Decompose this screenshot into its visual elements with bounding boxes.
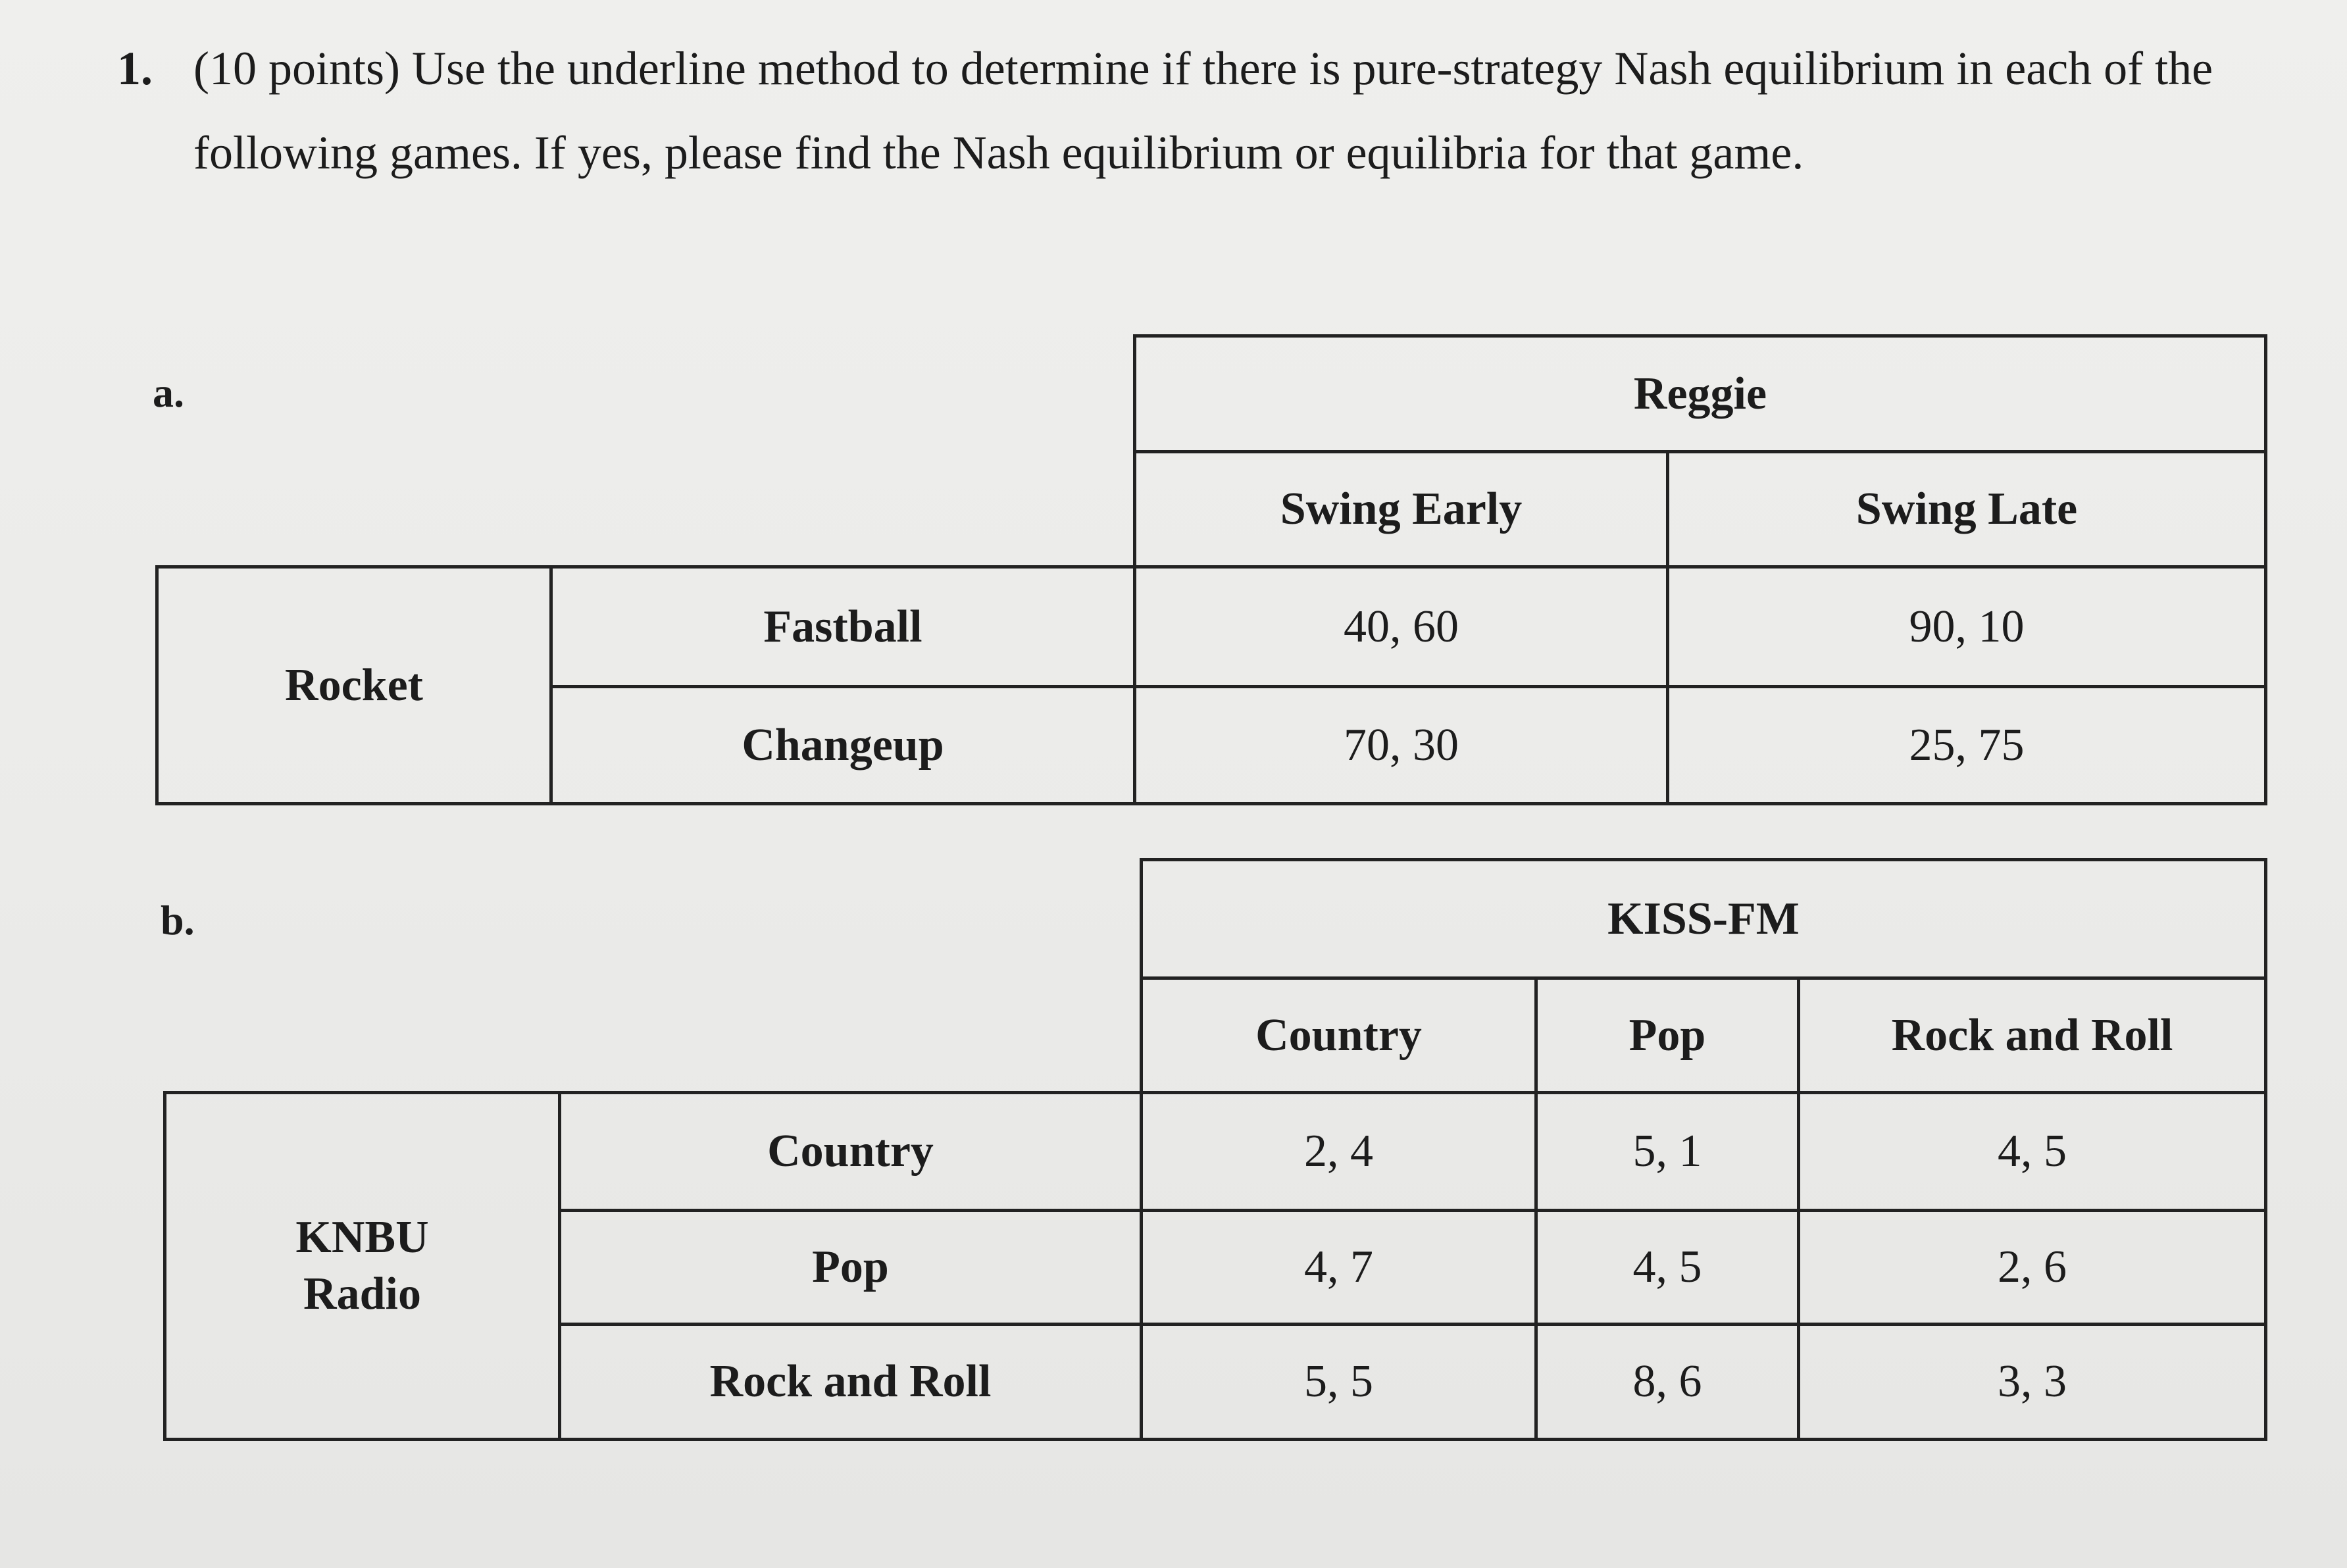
game-a-payoff-cell: 70, 30 (1344, 719, 1459, 771)
game-b-row-player-line1: KNBU (295, 1212, 429, 1263)
game-a-row-player: Rocket (285, 659, 423, 711)
game-a-payoff-cell: 40, 60 (1344, 601, 1459, 652)
game-b-payoff-cell: 2, 6 (1998, 1242, 2067, 1292)
game-b-payoff-cell: 5, 1 (1632, 1126, 1702, 1176)
game-b-col-strategy-country: Country (1255, 1009, 1422, 1061)
game-b-payoff-cell: 4, 5 (1632, 1242, 1702, 1292)
game-b-column-player: KISS-FM (1607, 893, 1800, 944)
part-b-label: b. (161, 897, 195, 944)
question-text: (10 points) Use the underline method to determine if there is pure-strategy Nash equilibrium in each of the following games. If yes, please find the Nash equilibrium or equilibria for that game. (193, 42, 2213, 179)
game-b-col-strategy-pop: Pop (1628, 1009, 1706, 1061)
game-a-column-player: Reggie (1633, 368, 1767, 419)
part-a-label: a. (153, 369, 184, 416)
game-b-row-strategy-country: Country (767, 1126, 934, 1176)
game-b-col-strategy-rock-and-roll: Rock and Roll (1891, 1009, 2173, 1061)
game-a-row-strategy-changeup: Changeup (742, 719, 944, 771)
game-a-col-strategy-swing-early: Swing Early (1280, 484, 1523, 534)
game-b-row-strategy-rock-and-roll: Rock and Roll (709, 1356, 992, 1407)
game-b-payoff-cell: 8, 6 (1632, 1356, 1702, 1407)
game-b-row-strategy-pop: Pop (812, 1242, 889, 1292)
question-block (117, 26, 2262, 195)
question-number: 1. (117, 42, 153, 95)
game-b-payoff-cell: 5, 5 (1304, 1356, 1373, 1407)
game-a-payoff-cell: 90, 10 (1909, 601, 2025, 652)
game-a-payoff-cell: 25, 75 (1909, 719, 2025, 771)
game-a-row-strategy-fastball: Fastball (763, 601, 922, 652)
game-b-payoff-cell: 2, 4 (1304, 1126, 1373, 1176)
game-b-payoff-cell: 4, 7 (1304, 1242, 1373, 1292)
game-b-payoff-cell: 3, 3 (1998, 1356, 2067, 1407)
game-b-row-player-line2: Radio (303, 1269, 421, 1319)
game-b-payoff-cell: 4, 5 (1998, 1126, 2067, 1176)
game-b-row-player (166, 1094, 558, 1438)
game-a-col-strategy-swing-late: Swing Late (1855, 484, 2078, 534)
